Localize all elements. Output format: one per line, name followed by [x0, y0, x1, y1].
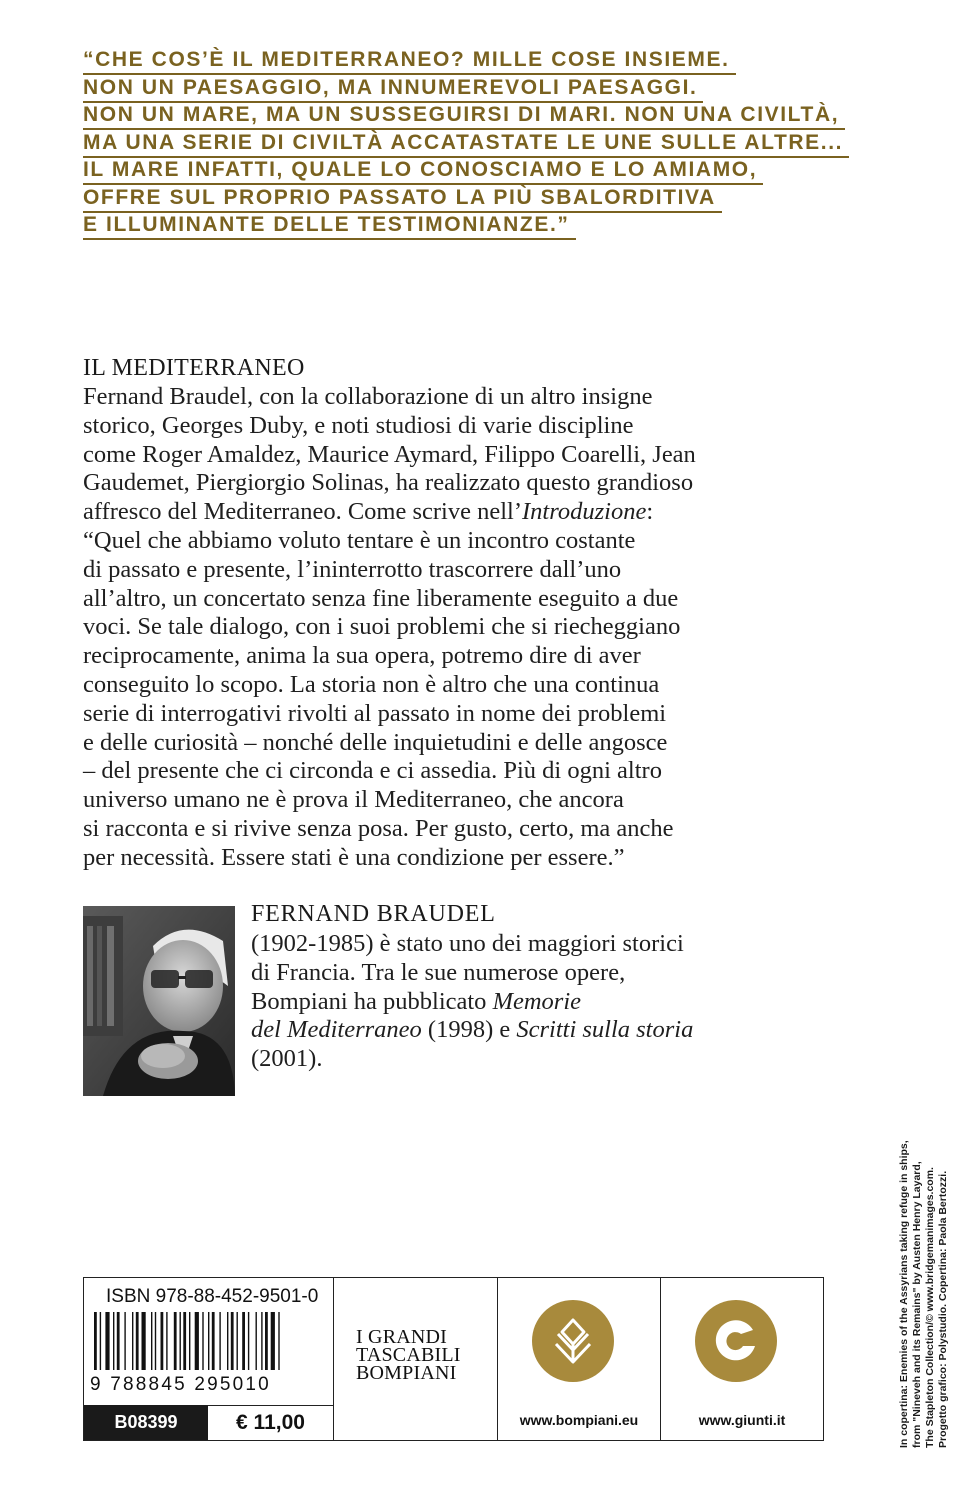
- barcode-bar: [271, 1312, 275, 1370]
- barcode-bar: [237, 1312, 238, 1370]
- description-line: voci. Se tale dialogo, con i suoi problemi che si riecheggiano: [83, 613, 681, 641]
- bio-line: [251, 988, 791, 1017]
- barcode-icon: [90, 1312, 328, 1374]
- barcode-bar: [155, 1312, 156, 1370]
- barcode-bar: [242, 1312, 245, 1370]
- description-line: “Quel che abbiamo voluto tentare è un incontro costante: [83, 526, 636, 554]
- credit-line: In copertina: Enemies of the Assyrians taking refuge in ships,: [898, 1140, 910, 1448]
- series-line: TASCABILI: [356, 1344, 461, 1366]
- series-cell: [334, 1278, 498, 1440]
- barcode-bar: [166, 1312, 167, 1370]
- credit-line: The Stapleton Collection/© www.bridgemanimages.com.: [924, 1167, 936, 1448]
- giunti-logo-cell: [661, 1278, 823, 1440]
- book-title-italic: Scritti sulla storia: [516, 1016, 694, 1044]
- bio-line: (1902-1985) è stato uno dei maggiori storici: [251, 930, 684, 957]
- barcode-bar: [248, 1312, 249, 1370]
- description-line: di passato e presente, l’ininterrotto trascorrere dall’uno: [83, 555, 622, 583]
- barcode-bar: [219, 1312, 220, 1370]
- quote-line: “CHE COS’È IL MEDITERRANEO? MILLE COSE INSIEME.: [83, 46, 736, 75]
- author-bio: [251, 930, 791, 1074]
- barcode-bar: [231, 1312, 234, 1370]
- quote-line: NON UN PAESAGGIO, MA INNUMEREVOLI PAESAGGI.: [83, 74, 703, 103]
- description-line: si racconta e si rivive senza posa. Per gusto, certo, ma anche: [83, 814, 674, 842]
- barcode-bar: [189, 1312, 190, 1370]
- description-line: reciprocamente, anima la sua opera, potremo dire di aver: [83, 642, 641, 670]
- description-line: Fernand Braudel, con la collaborazione di un altro insigne: [83, 383, 653, 410]
- description-line: conseguito lo scopo. La storia non è altro che una continua: [83, 670, 660, 698]
- description-line: [83, 498, 803, 527]
- price: € 11,00: [208, 1405, 334, 1440]
- isbn-cell: [84, 1278, 334, 1405]
- description-line: – del presente che ci circonda e ci assedia. Più di ogni altro: [83, 757, 662, 785]
- barcode-bar: [161, 1312, 164, 1370]
- barcode-bar: [278, 1312, 279, 1370]
- bio-line: [251, 1016, 791, 1045]
- barcode-bar: [256, 1312, 257, 1370]
- barcode-bar: [124, 1312, 125, 1370]
- series-line: I GRANDI: [356, 1326, 448, 1348]
- barcode-digits: 9 788845 295010: [90, 1374, 271, 1395]
- barcode-bar: [183, 1312, 186, 1370]
- barcode-bar: [174, 1312, 177, 1370]
- description-text: affresco del Mediterraneo. Come scrive nell’: [83, 498, 523, 526]
- colon-text: :: [646, 498, 654, 526]
- author-name: FERNAND BRAUDEL: [251, 901, 496, 927]
- giunti-logo-icon: [695, 1300, 777, 1382]
- description-line: serie di interrogativi rivolti al passato in nome dei problemi: [83, 699, 667, 727]
- barcode-bar: [261, 1312, 262, 1370]
- isbn-number: ISBN 978-88-452-9501-0: [106, 1286, 319, 1307]
- book-title-heading: IL MEDITERRANEO: [83, 355, 305, 381]
- quote-line: E ILLUMINANTE DELLE TESTIMONIANZE.”: [83, 211, 576, 240]
- description-line: e delle curiosità – nonché delle inquietudini e delle angosce: [83, 728, 668, 756]
- barcode-bar: [132, 1312, 133, 1370]
- description-line: all’altro, un concertato senza fine liberamente eseguito a due: [83, 584, 679, 612]
- barcode-bar: [117, 1312, 120, 1370]
- quote-line: NON UN MARE, MA UN SUSSEGUIRSI DI MARI. NON UNA CIVILTÀ,: [83, 101, 845, 130]
- giunti-url[interactable]: www.giunti.it: [698, 1412, 786, 1428]
- description-line: universo umano ne è prova il Mediterraneo, che ancora: [83, 786, 624, 814]
- barcode-bar: [94, 1312, 97, 1370]
- barcode-bar: [212, 1312, 215, 1370]
- barcode-bar: [136, 1312, 139, 1370]
- introduzione-italic: Introduzione: [522, 498, 647, 526]
- description-line: storico, Georges Duby, e noti studiosi di varie discipline: [83, 411, 634, 439]
- series-name: [356, 1328, 461, 1382]
- barcode-bar: [208, 1312, 209, 1370]
- credit-line: from "Nineveh and its Remains" by Austen Henry Layard,: [911, 1161, 923, 1448]
- credit-line: Progetto grafico: Polystudio. Copertina: Paola Bertozzi.: [937, 1170, 949, 1448]
- bio-text: Bompiani ha pubblicato: [251, 987, 493, 1015]
- quote-line: IL MARE INFATTI, QUALE LO CONOSCIAMO E LO AMIAMO,: [83, 156, 763, 185]
- bompiani-logo-cell: [498, 1278, 661, 1440]
- barcode-bar: [227, 1312, 228, 1370]
- barcode-bar: [180, 1312, 181, 1370]
- series-line: BOMPIANI: [356, 1362, 457, 1384]
- barcode-bar: [142, 1312, 146, 1370]
- barcode-bar: [195, 1312, 199, 1370]
- barcode-bar: [265, 1312, 268, 1370]
- barcode-bar: [113, 1312, 114, 1370]
- bio-text: (1998) e: [421, 1016, 517, 1044]
- bio-line: di Francia. Tra le sue numerose opere,: [251, 958, 626, 986]
- publisher-footer: [83, 1277, 824, 1441]
- barcode-bar: [105, 1312, 109, 1370]
- description-line: per necessità. Essere stati è una condizione per essere.”: [83, 843, 625, 871]
- bompiani-logo-icon: [532, 1300, 614, 1382]
- book-title-italic: del Mediterraneo: [251, 1016, 422, 1044]
- book-title-italic: Memorie: [492, 987, 582, 1015]
- quote-line: MA UNA SERIE DI CIVILTÀ ACCATASTATE LE UNE SULLE ALTRE...: [83, 129, 849, 158]
- bio-line: (2001).: [251, 1045, 323, 1073]
- product-code: B08399: [84, 1405, 208, 1440]
- author-photo: [83, 906, 235, 1096]
- author-portrait-image: [83, 906, 235, 1096]
- description-line: come Roger Amaldez, Maurice Aymard, Filippo Coarelli, Jean: [83, 440, 696, 468]
- bompiani-url[interactable]: www.bompiani.eu: [519, 1412, 639, 1428]
- barcode-bar: [202, 1312, 203, 1370]
- quote-line: OFFRE SUL PROPRIO PASSATO LA PIÙ SBALORDITIVA: [83, 184, 722, 213]
- description-line: Gaudemet, Piergiorgio Solinas, ha realizzato questo grandioso: [83, 469, 694, 497]
- cover-credits: [898, 1140, 950, 1448]
- book-description: [83, 383, 803, 873]
- barcode-bar: [151, 1312, 152, 1370]
- back-cover-quote: [83, 46, 844, 239]
- barcode-bar: [100, 1312, 101, 1370]
